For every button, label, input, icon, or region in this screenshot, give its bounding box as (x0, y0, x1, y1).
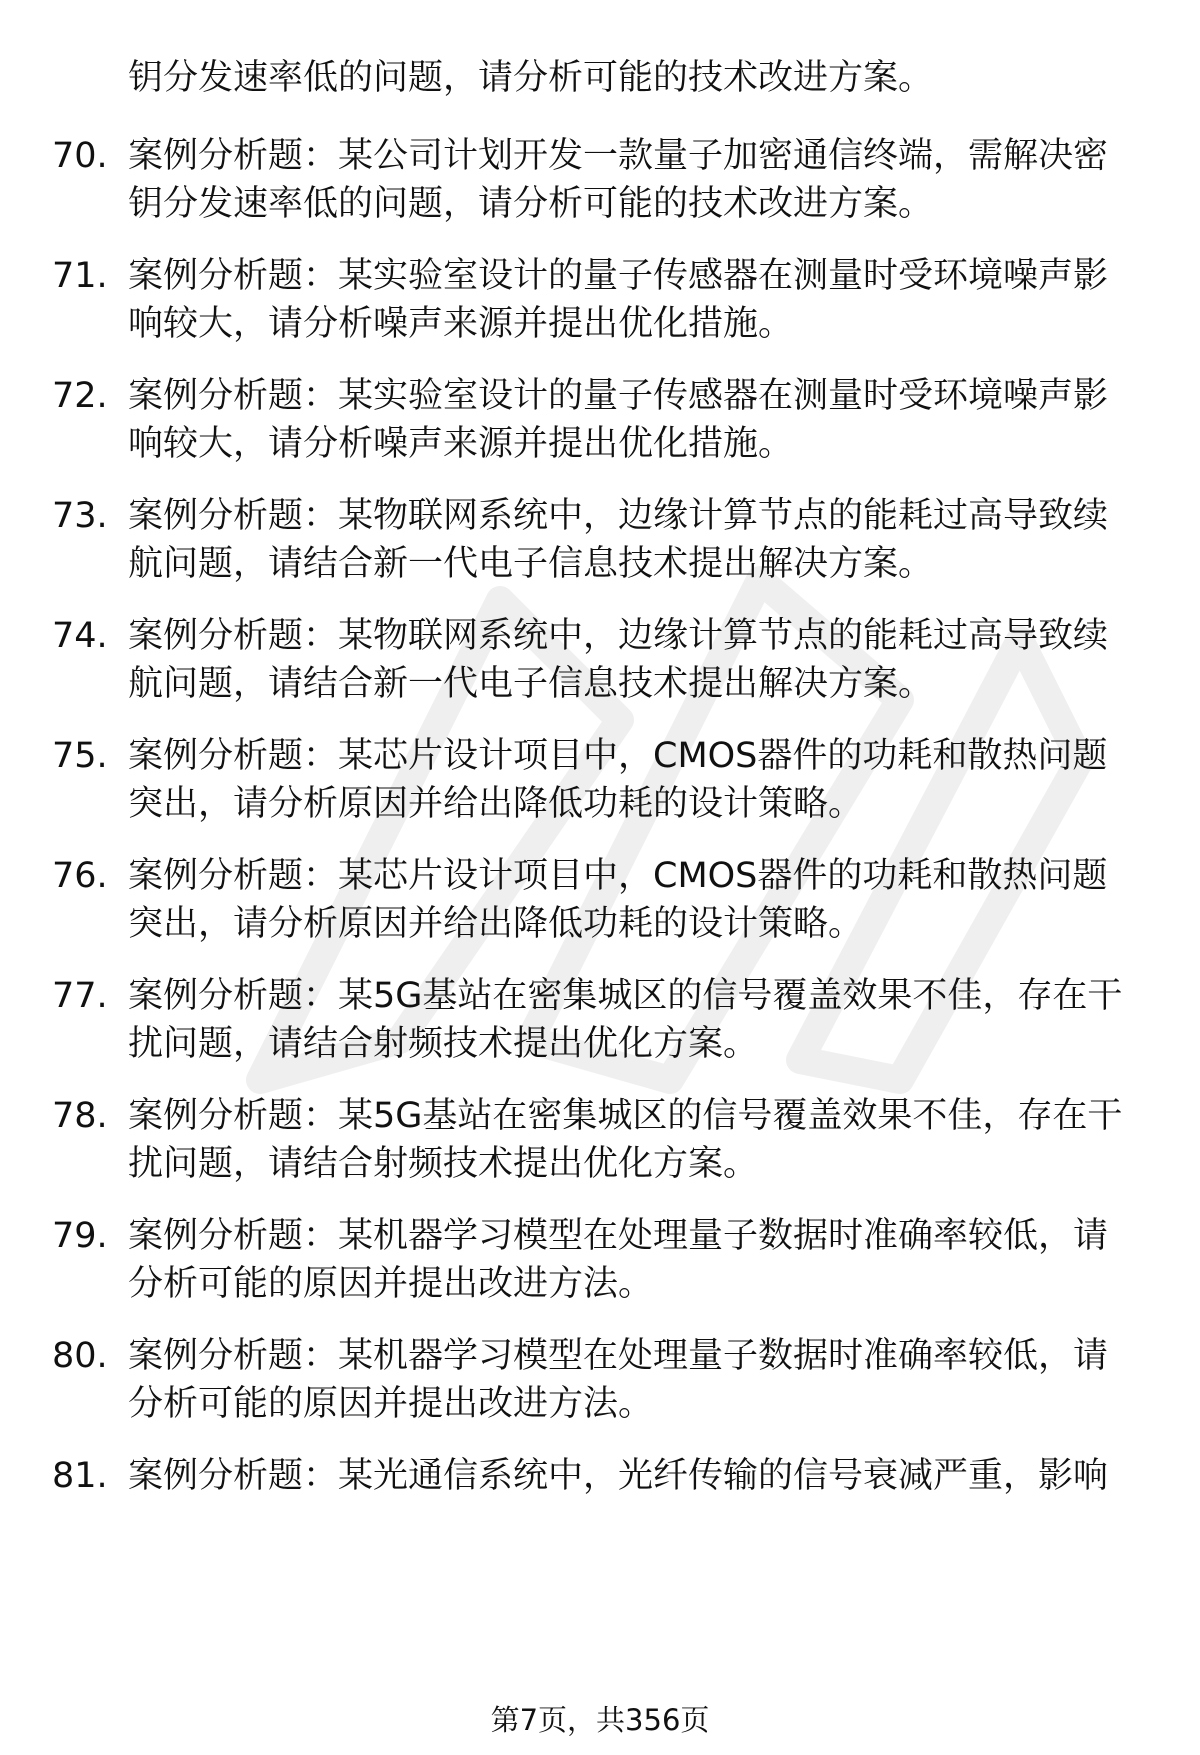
question-text-line-1: 案例分析题：某机器学习模型在处理量子数据时准确率较低，请 (128, 1216, 1109, 1256)
question-text-line-2: 钥分发速率低的问题，请分析可能的技术改进方案。 (128, 184, 934, 224)
question-text-line-2: 扰问题，请结合射频技术提出优化方案。 (128, 1144, 759, 1184)
question-text-line-1: 案例分析题：某5G基站在密集城区的信号覆盖效果不佳，存在干 (128, 976, 1123, 1016)
question-text-line-2: 分析可能的原因并提出改进方法。 (128, 1264, 654, 1304)
question-text-line-2: 突出，请分析原因并给出降低功耗的设计策略。 (128, 784, 864, 824)
question-text-line-1: 案例分析题：某物联网系统中，边缘计算节点的能耗过高导致续 (128, 496, 1109, 536)
question-text-line-1: 案例分析题：某光通信系统中，光纤传输的信号衰减严重，影响 (128, 1456, 1109, 1496)
question-number: 73. (52, 496, 108, 536)
question-text-line-2: 航问题，请结合新一代电子信息技术提出解决方案。 (128, 664, 934, 704)
question-number: 80. (52, 1336, 108, 1376)
question-number: 77. (52, 976, 108, 1016)
question-text-line-1: 案例分析题：某5G基站在密集城区的信号覆盖效果不佳，存在干 (128, 1096, 1123, 1136)
question-number: 81. (52, 1456, 108, 1496)
question-number: 74. (52, 616, 108, 656)
question-number: 72. (52, 376, 108, 416)
question-text-line-1: 案例分析题：某公司计划开发一款量子加密通信终端，需解决密 (128, 136, 1109, 176)
question-text-line-1: 案例分析题：某实验室设计的量子传感器在测量时受环境噪声影 (128, 376, 1109, 416)
question-text-line-2: 响较大，请分析噪声来源并提出优化措施。 (128, 424, 794, 464)
continuation-line: 钥分发速率低的问题，请分析可能的技术改进方案。 (128, 58, 934, 98)
question-text-line-1: 案例分析题：某芯片设计项目中，CMOS器件的功耗和散热问题 (128, 736, 1108, 776)
question-number: 79. (52, 1216, 108, 1256)
question-text-line-1: 案例分析题：某物联网系统中，边缘计算节点的能耗过高导致续 (128, 616, 1109, 656)
question-number: 76. (52, 856, 108, 896)
question-text-line-2: 航问题，请结合新一代电子信息技术提出解决方案。 (128, 544, 934, 584)
question-text-line-2: 分析可能的原因并提出改进方法。 (128, 1384, 654, 1424)
question-text-line-2: 突出，请分析原因并给出降低功耗的设计策略。 (128, 904, 864, 944)
question-number: 71. (52, 256, 108, 296)
question-text-line-2: 扰问题，请结合射频技术提出优化方案。 (128, 1024, 759, 1064)
question-number: 75. (52, 736, 108, 776)
question-number: 78. (52, 1096, 108, 1136)
question-text-line-1: 案例分析题：某芯片设计项目中，CMOS器件的功耗和散热问题 (128, 856, 1108, 896)
question-text-line-1: 案例分析题：某实验室设计的量子传感器在测量时受环境噪声影 (128, 256, 1109, 296)
question-text-line-1: 案例分析题：某机器学习模型在处理量子数据时准确率较低，请 (128, 1336, 1109, 1376)
page-footer: 第7页，共356页 (490, 1703, 710, 1737)
question-text-line-2: 响较大，请分析噪声来源并提出优化措施。 (128, 304, 794, 344)
question-number: 70. (52, 136, 108, 176)
